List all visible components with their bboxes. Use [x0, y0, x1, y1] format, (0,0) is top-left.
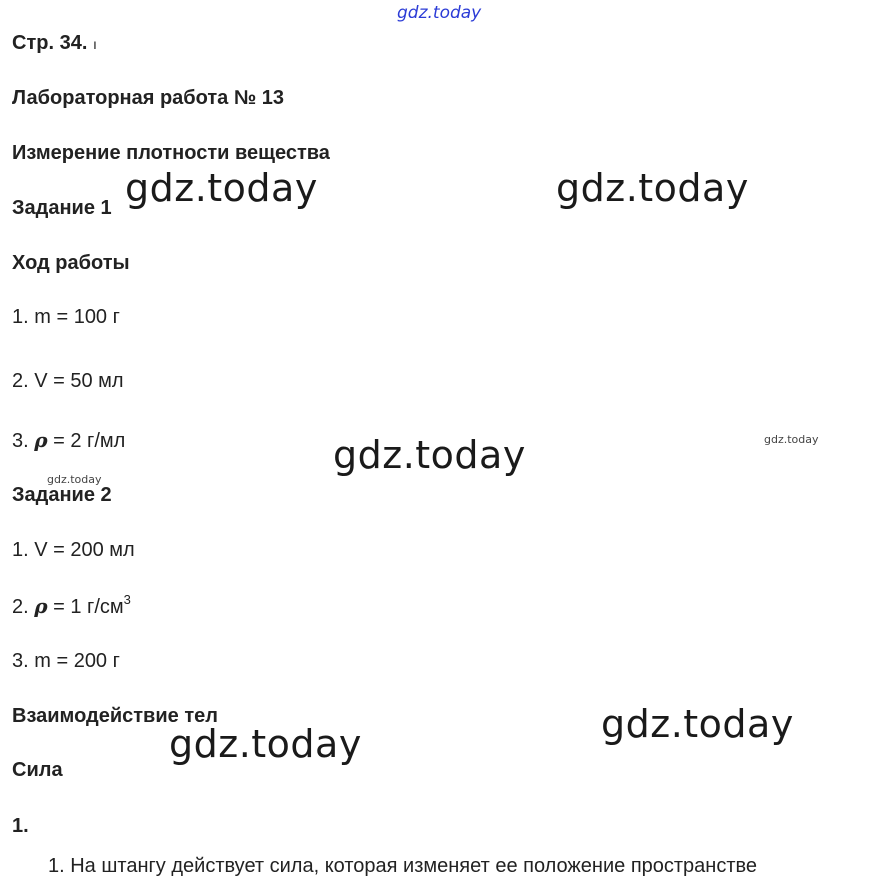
exponent: 3 — [123, 592, 131, 608]
watermark-top: gdz.today — [397, 3, 482, 23]
watermark-small: gdz.today — [764, 433, 819, 446]
section-subtitle: Сила — [12, 759, 63, 781]
section-title: Взаимодействие тел — [12, 705, 218, 727]
page-reference — [12, 31, 97, 56]
watermark-big: gdz.today — [601, 702, 794, 746]
task1-heading: Задание 1 — [12, 197, 112, 219]
task2-step1: 1. V = 200 мл — [12, 539, 135, 561]
lab-title: Лабораторная работа № 13 — [12, 87, 284, 109]
density-symbol: ρ — [34, 594, 48, 618]
task1-subheading: Ход работы — [12, 252, 130, 274]
density-symbol: ρ — [34, 428, 48, 452]
task2-step2-prefix: 2. — [12, 596, 35, 618]
watermark-big: gdz.today — [169, 722, 362, 766]
task2-step2-rest: = 1 г/см — [47, 596, 124, 618]
watermark-big: gdz.today — [125, 166, 318, 210]
answer-line: 1. На штангу действует сила, которая изменяет ее положение пространстве — [48, 855, 758, 877]
watermark-small: gdz.today — [47, 473, 102, 486]
page-reference-suffix: ı — [92, 36, 97, 52]
task1-step3 — [12, 428, 125, 453]
task1-step3-rest: = 2 г/мл — [47, 430, 126, 452]
watermark-big: gdz.today — [556, 166, 749, 210]
lab-topic: Измерение плотности вещества — [12, 142, 330, 164]
question-number: 1. — [12, 815, 29, 837]
task1-step2: 2. V = 50 мл — [12, 370, 124, 392]
task2-heading: Задание 2 — [12, 484, 112, 506]
task2-step3: 3. m = 200 г — [12, 650, 120, 672]
task1-step1: 1. m = 100 г — [12, 306, 120, 328]
task1-step3-prefix: 3. — [12, 430, 35, 452]
watermark-big: gdz.today — [333, 433, 526, 477]
task2-step2 — [12, 594, 131, 619]
page-reference-text: Стр. 34. — [12, 32, 88, 54]
